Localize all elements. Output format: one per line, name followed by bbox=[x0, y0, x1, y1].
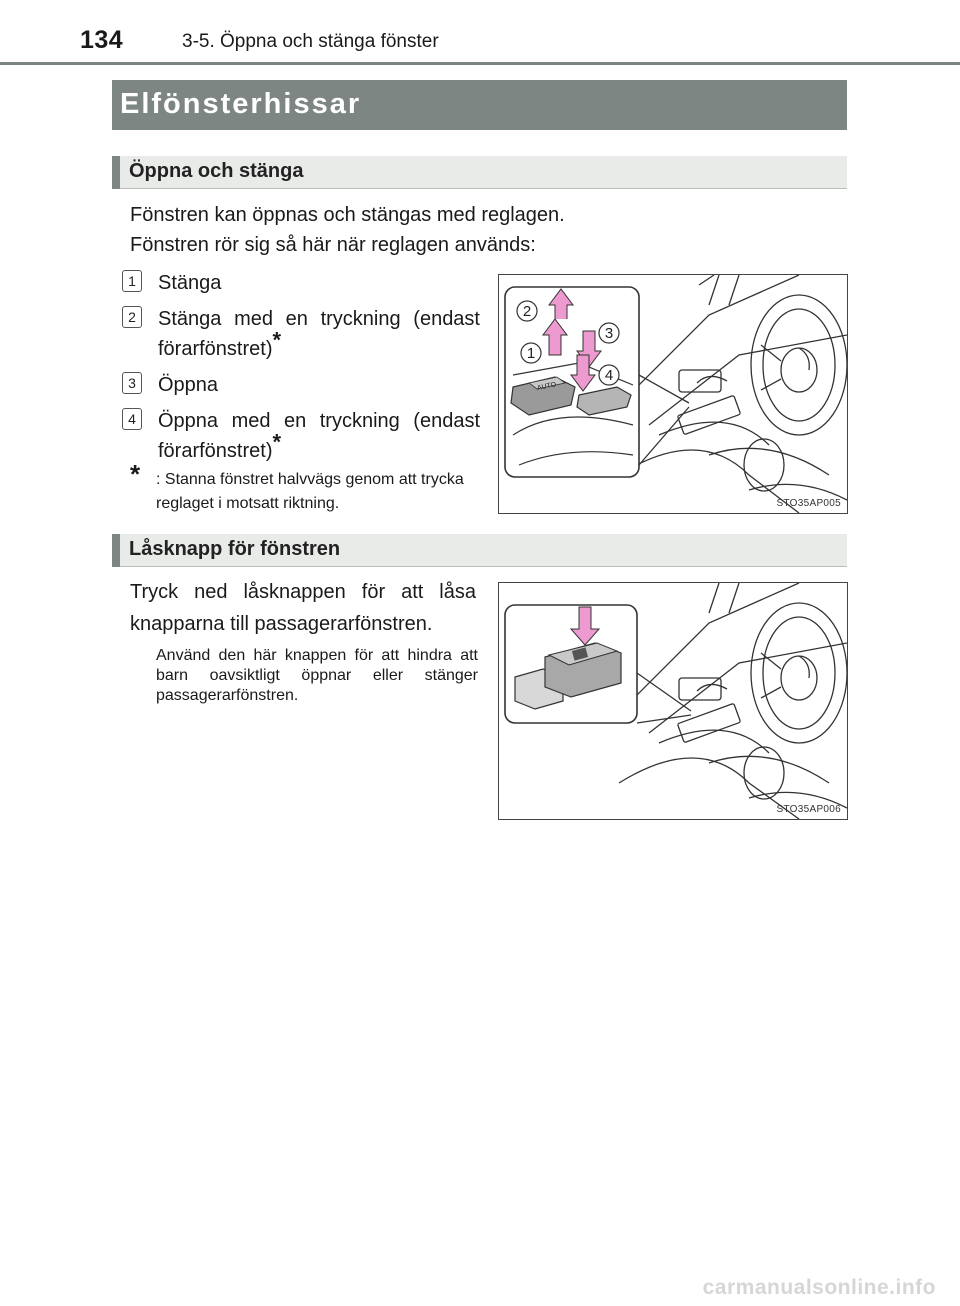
figure-window-switch bbox=[498, 274, 848, 514]
step-badge: 1 bbox=[122, 270, 142, 292]
step-4 bbox=[122, 406, 480, 468]
step-text bbox=[158, 304, 480, 364]
lock-text: Tryck ned låsknappen för att låsa knapparna till passagerarfönstren. bbox=[130, 581, 476, 635]
step-text-content: Stänga med en tryckning (endast förarfönstret) bbox=[158, 308, 480, 360]
figure-lock-switch-drawing bbox=[499, 583, 847, 819]
page-title: Elfönsterhissar bbox=[120, 88, 362, 120]
step-3 bbox=[122, 370, 480, 400]
page-title-band bbox=[112, 80, 847, 130]
figure-window-switch-drawing bbox=[499, 275, 847, 513]
figure-lock-switch bbox=[498, 582, 848, 820]
step-badge: 2 bbox=[122, 306, 142, 328]
step-2 bbox=[122, 304, 480, 366]
step-text: Stänga bbox=[158, 272, 222, 294]
footnote-asterisk: * bbox=[130, 459, 141, 489]
section-heading-lock bbox=[112, 534, 847, 567]
auto-label: AUTO bbox=[536, 381, 557, 393]
callout-4: 4 bbox=[604, 367, 614, 384]
step-badge: 3 bbox=[122, 372, 142, 394]
figure-code: STO35AP006 bbox=[776, 804, 841, 815]
step-badge: 4 bbox=[122, 408, 142, 430]
lock-subtext: Använd den här knappen för att hindra att barn oavsiktligt öppnar eller stänger passagerarfönstren. bbox=[156, 647, 478, 704]
chapter-title: 3-5. Öppna och stänga fönster bbox=[182, 31, 439, 52]
intro-text-2: Fönstren rör sig så här när reglagen används: bbox=[130, 234, 536, 256]
step-text: Öppna bbox=[158, 374, 219, 396]
step-text-content: Öppna med en tryckning (endast förarfönstret) bbox=[158, 410, 480, 462]
page-number: 134 bbox=[80, 26, 124, 54]
section-heading-bar bbox=[112, 156, 120, 189]
figure-code: STO35AP005 bbox=[776, 498, 841, 509]
step-1 bbox=[122, 268, 480, 298]
section-heading-open-close bbox=[112, 156, 847, 189]
step-text bbox=[158, 406, 480, 466]
section-heading-label: Låsknapp för fönstren bbox=[129, 538, 341, 560]
callout-1: 1 bbox=[526, 345, 536, 362]
footnote-text: : Stanna fönstret halvvägs genom att trycka reglaget i motsatt riktning. bbox=[156, 471, 464, 512]
footnote bbox=[130, 459, 480, 516]
footnote-star: * bbox=[272, 327, 282, 353]
header-rule bbox=[0, 62, 960, 65]
footnote-star: * bbox=[272, 429, 282, 455]
callout-3: 3 bbox=[604, 325, 614, 342]
section-heading-bar bbox=[112, 534, 120, 567]
callout-2: 2 bbox=[522, 303, 532, 320]
watermark: carmanualsonline.info bbox=[702, 1276, 936, 1299]
intro-text-1: Fönstren kan öppnas och stängas med reglagen. bbox=[130, 204, 565, 226]
section-heading-label: Öppna och stänga bbox=[129, 160, 304, 182]
